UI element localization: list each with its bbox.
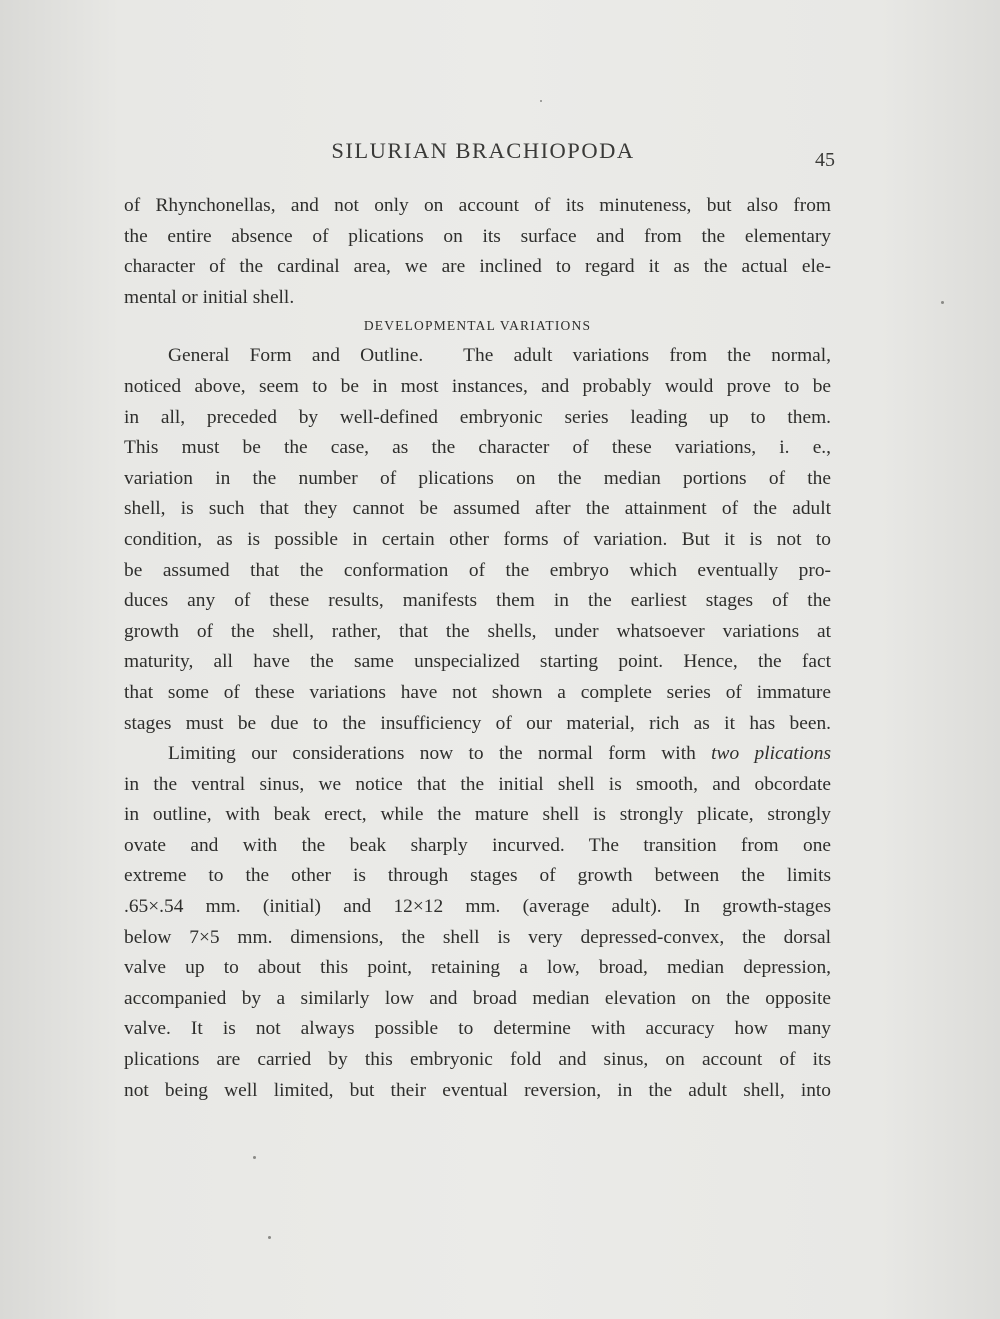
text-line: noticed above, seem to be in most instances, and probably would prove to be xyxy=(124,375,831,397)
text-line: extreme to the other is through stages of growth between the limits xyxy=(124,865,831,887)
italic-term: two plications xyxy=(711,743,831,765)
text-line: not being well limited, but their eventual reversion, in the adult shell, into xyxy=(124,1079,831,1101)
text-line: mental or initial shell. xyxy=(124,286,295,308)
text-line: in all, preceded by well-defined embryonic series leading up to them. xyxy=(124,406,831,428)
text-line: accompanied by a similarly low and broad median elevation on the opposite xyxy=(124,987,831,1009)
section-heading: DEVELOPMENTAL VARIATIONS xyxy=(363,318,592,334)
text-line: This must be the case, as the character of these variations, i. e., xyxy=(124,437,831,459)
text-line: valve. It is not always possible to determine with accuracy how many xyxy=(124,1018,831,1040)
paper-speck xyxy=(540,100,542,102)
text-line: in outline, with beak erect, while the mature shell is strongly plicate, strongly xyxy=(124,804,831,826)
text-line: maturity, all have the same unspecialized starting point. Hence, the fact xyxy=(124,651,831,673)
text-line: growth of the shell, rather, that the shells, under whatsoever variations at xyxy=(124,620,831,642)
running-head: SILURIAN BRACHIOPODA xyxy=(331,138,635,163)
text-line: be assumed that the conformation of the embryo which eventually pro- xyxy=(124,559,831,581)
body-text xyxy=(124,191,831,1106)
paragraph-lead-line xyxy=(124,739,831,770)
text-line: duces any of these results, manifests them in the earliest stages of the xyxy=(124,590,831,612)
text-line: plications are carried by this embryonic fold and sinus, on account of its xyxy=(124,1049,831,1071)
text-line: ovate and with the beak sharply incurved. The transition from one xyxy=(124,834,831,856)
text-line: below 7×5 mm. dimensions, the shell is very depressed-convex, the dorsal xyxy=(124,926,831,948)
text-line-start: Limiting our considerations now to the normal form with xyxy=(168,743,696,765)
text-line: shell, is such that they cannot be assumed after the attainment of the adult xyxy=(124,498,831,520)
text-line: of Rhynchonellas, and not only on account of its minuteness, but also from xyxy=(124,195,831,216)
text-line: the entire absence of plications on its surface and from the elementary xyxy=(124,225,831,247)
text-line: in the ventral sinus, we notice that the initial shell is smooth, and obcordate xyxy=(124,773,831,795)
text-line: variation in the number of plications on the median portions of the xyxy=(124,467,831,489)
text-line-rest: The adult variations from the normal, xyxy=(463,345,831,367)
text-line: stages must be due to the insufficiency of our material, rich as it has been. xyxy=(124,712,831,734)
paper-speck xyxy=(268,1236,271,1239)
paper-speck xyxy=(941,301,944,304)
paragraph-lead-line xyxy=(124,341,831,372)
text-line: that some of these variations have not shown a complete series of immature xyxy=(124,681,831,703)
text-line: .65×.54 mm. (initial) and 12×12 mm. (average adult). In growth-stages xyxy=(124,896,831,918)
page-number: 45 xyxy=(815,149,835,171)
text-line: character of the cardinal area, we are inclined to regard it as the actual ele- xyxy=(124,256,831,278)
text-line: condition, as is possible in certain other forms of variation. But it is not to xyxy=(124,528,831,550)
subsection-lead: General Form and Outline. xyxy=(168,345,424,367)
paper-speck xyxy=(253,1156,256,1159)
text-line: valve up to about this point, retaining a low, broad, median depression, xyxy=(124,957,831,979)
